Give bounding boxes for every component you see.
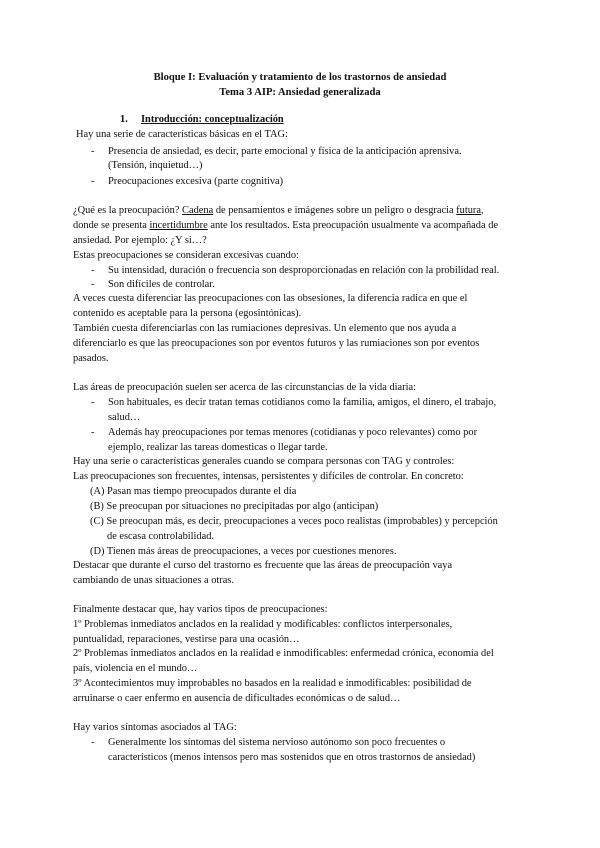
text-run: ¿Qué es la preocupación? [73, 205, 183, 216]
list-item: (C) Se preocupan más, es decir, preocupaciones a veces poco realistas (improbables) y percepción [90, 516, 498, 527]
underlined-term: futura [456, 205, 481, 216]
bullet-marker: - [91, 146, 95, 157]
list-item: (A) Pasan mas tiempo preocupados durante el día [90, 486, 297, 497]
bullet-marker: - [91, 427, 95, 438]
paragraph-line: contenido es aceptable para la persona (egosintónicas). [73, 308, 302, 319]
text-run: ante los resultados. Esta preocupación usualmente va acompañada de [207, 220, 499, 231]
list-item: Su intensidad, duración o frecuencia son desproporcionadas en relación con la probilidad real. [108, 265, 500, 276]
paragraph-line: Finalmente destacar que, hay varios tipos de preocupaciones: [73, 604, 328, 615]
list-item-continuation: (Tensión, inquietud…) [108, 160, 203, 171]
list-item: (D) Tienen más áreas de preocupaciones, a veces por cuestiones menores. [90, 546, 397, 557]
paragraph-line: Las preocupaciones son frecuentes, intensas, persistentes y difíciles de controlar. En concreto: [73, 471, 464, 482]
paragraph-line: ansiedad. Por ejemplo: ¿Y si…? [73, 235, 207, 246]
paragraph-line: país, violencia en el mundo… [73, 663, 198, 674]
text-run: , [480, 205, 484, 216]
list-item: Además hay preocupaciones por temas menores (cotidianas y poco relevantes) como por [108, 427, 478, 438]
paragraph-line: Estas preocupaciones se consideran excesivas cuando: [73, 250, 299, 261]
paragraph-line: cambiando de unas situaciones a otras. [73, 575, 235, 586]
list-item: Presencia de ansiedad, es decir, parte emocional y física de la anticipación aprensiva. [108, 146, 462, 157]
underlined-term: Cadena [182, 205, 214, 216]
paragraph-line: 2º Problemas inmediatos anclados en la realidad e inmodificables: enfermedad crónica, economía del [73, 648, 494, 659]
section-number: 1. [120, 114, 128, 125]
list-item-continuation: salud… [108, 412, 141, 423]
list-item-continuation: característicos (menos intensos pero mas sostenidos que en otros trastornos de ansiedad) [108, 752, 476, 763]
bullet-marker: - [91, 737, 95, 748]
bullet-marker: - [91, 176, 95, 187]
list-item: Preocupaciones excesiva (parte cognitiva) [108, 176, 284, 187]
paragraph-line: Las áreas de preocupación suelen ser acerca de las circunstancias de la vida diaria: [73, 382, 417, 393]
paragraph-line: A veces cuesta diferenciar las preocupaciones con las obsesiones, la diferencia radica en que el [73, 293, 468, 304]
section-intro: Hay una serie de características básicas en el TAG: [76, 129, 288, 140]
paragraph-line: pasados. [73, 353, 109, 364]
paragraph-line: puntualidad, reparaciones, vestirse para una ocasión… [73, 634, 300, 645]
text-run: donde se presenta [73, 220, 150, 231]
bullet-marker: - [91, 279, 95, 290]
paragraph-line: Hay una serie o características generales cuando se compara personas con TAG y controles: [73, 456, 455, 467]
paragraph-line [73, 219, 498, 233]
bullet-marker: - [91, 397, 95, 408]
paragraph-line: 1º Problemas inmediatos anclados en la realidad y modificables: conflictos interpersonales, [73, 619, 453, 630]
list-item-continuation: de escasa controlabilidad. [107, 531, 215, 542]
paragraph-line: 3º Acontecimientos muy improbables no basados en la realidad e inmodificables: posibilidad de [73, 678, 472, 689]
paragraph-line: diferenciarlo es que las preocupaciones son por eventos futuros y las rumiaciones son por eventos [73, 338, 480, 349]
list-item: Son habituales, es decir tratan temas cotidianos como la familia, amigos, el dinero, el trabajo, [108, 397, 497, 408]
paragraph-line: arruinarse o caer enfermo en ausencia de dificultades económicas o de salud… [73, 693, 401, 704]
document-subtitle: Tema 3 AIP: Ansiedad generalizada [219, 87, 381, 98]
paragraph-line: Destacar que durante el curso del trastorno es frecuente que las áreas de preocupación vaya [73, 560, 453, 571]
text-run: de pensamientos e imágenes sobre un peligro o desgracia [213, 205, 457, 216]
document-title: Bloque I: Evaluación y tratamiento de los trastornos de ansiedad [153, 72, 447, 83]
paragraph-line [73, 204, 484, 218]
paragraph-line: También cuesta diferenciarlas con las rumiaciones depresivas. Un elemento que nos ayuda a [73, 323, 457, 334]
list-item-continuation: ejemplo, realizar las tareas domesticas o llegar tarde. [108, 442, 328, 453]
underlined-term: incertidumbre [149, 220, 208, 231]
list-item: Generalmente los síntomas del sistema nervioso autónomo son poco frecuentes o [108, 737, 446, 748]
section-heading: Introducción: conceptualización [141, 114, 284, 125]
list-item: (B) Se preocupan por situaciones no precipitadas por algo (anticipan) [90, 501, 379, 512]
paragraph-line: Hay varios síntomas asociados al TAG: [73, 722, 237, 733]
list-item: Son difíciles de controlar. [108, 279, 215, 290]
bullet-marker: - [91, 265, 95, 276]
